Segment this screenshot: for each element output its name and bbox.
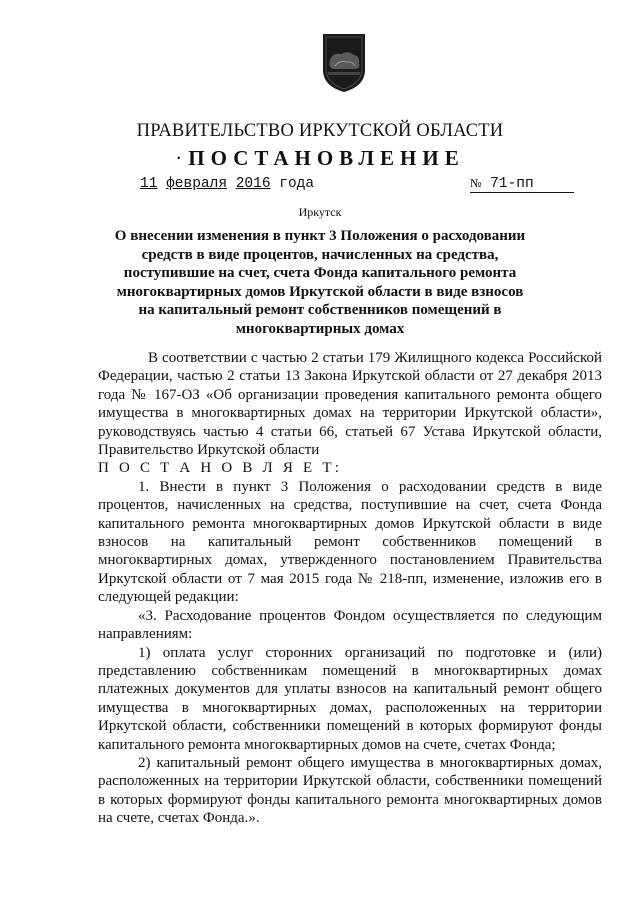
- city: Иркутск: [298, 205, 342, 219]
- government-name: ПРАВИТЕЛЬСТВО ИРКУТСКОЙ ОБЛАСТИ: [136, 121, 504, 141]
- paragraph-1: 1. Внести в пункт 3 Положения о расходовании средств в виде процентов, начисленных на средства, поступившие на счет, счета Фонда капитального ремонта многоквартирных домов Иркутской области в виде взносов на капитальный ремонт собственников помещений в многоквартирных домах, утвержденного постановлением Правительства Иркутской области от 7 мая 2015 года № 218-пп, изменение, изложив его в следующей редакции:: [98, 478, 602, 606]
- number-value: 71-пп: [490, 176, 534, 192]
- document-number: [470, 176, 574, 193]
- date-day: 11: [140, 176, 158, 192]
- resolves-heading: П О С Т А Н О В Л Я Е Т:: [98, 460, 343, 477]
- paragraph-3: 1) оплата услуг сторонних организаций по подготовке и (или) представлению собственникам помещений в многоквартирных домах платежных документов для уплаты взносов на капитальный ремонт общего имущества в многоквартирных домах, расположенных на территории Иркутской области, собственники помещений в которых формируют фонды капитального ремонта многоквартирных домов на счете, счетах Фонда;: [98, 644, 602, 753]
- ink-dot: ·: [175, 146, 183, 170]
- coat-of-arms-icon: [321, 32, 367, 94]
- document-type: [0, 146, 640, 171]
- document-title: О внесении изменения в пункт 3 Положения о расходовании средств в виде процентов, начисленных на средства, поступившие на счет, счета Фонда капитального ремонта многоквартирных домов Иркутской области в виде взносов на капитальный ремонт собственников помещений в многоквартирных домах: [114, 228, 526, 337]
- paragraph-4: 2) капитальный ремонт общего имущества в многоквартирных домах, расположенных на территории Иркутской области, собственники помещений в которых формируют фонды капитального ремонта многоквартирных домов на счете, счетах Фонда.».: [98, 754, 602, 827]
- document-type-text: ПОСТАНОВЛЕНИЕ: [188, 146, 465, 170]
- preamble-paragraph: В соответствии с частью 2 статьи 179 Жилищного кодекса Российской Федерации, частью 2 статьи 13 Закона Иркутской области от 27 декабря 2013 года № 167-ОЗ «Об организации проведения капитального ремонта общего имущества в многоквартирных домах на территории Иркутской области», руководствуясь частью 4 статьи 66, статьей 67 Устава Иркутской области, Правительство Иркутской области: [98, 350, 602, 459]
- document-date: [140, 176, 314, 192]
- number-sign: №: [470, 176, 482, 190]
- date-suffix: года: [279, 176, 315, 192]
- document-body: [98, 349, 602, 828]
- date-month: февраля: [166, 176, 228, 192]
- paragraph-2: «3. Расходование процентов Фондом осуществляется по следующим направлениям:: [98, 607, 602, 643]
- date-year: 2016: [235, 176, 271, 192]
